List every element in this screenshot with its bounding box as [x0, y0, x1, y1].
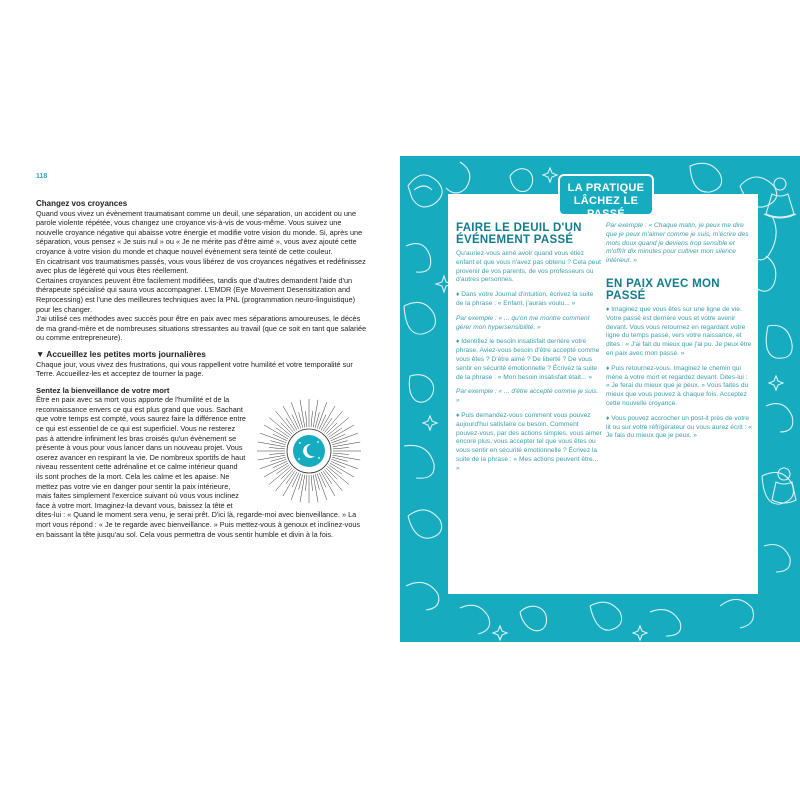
- practice-title: EN PAIX AVEC MON PASSÉ: [606, 277, 720, 302]
- practice-paragraph: ♦ Identifiez le besoin insatisfait derrière votre phrase. Aviez-vous besoin d'être accepté comme vous êtes ? D'être aimé ? De liberté ? De vous sentir en sécurité émotionnelle ? Écrivez la suite de la phrase : « Mon besoin insatisfait était... »: [456, 338, 600, 381]
- practice-paragraph: ♦ Dans votre Journal d'intuition, écrivez la suite de la phrase : « Enfant, j'aurais voulu... »: [456, 291, 594, 307]
- practice-content-box: [448, 194, 758, 594]
- practice-example: Par exemple : « ... d'être accepté comme je suis. »: [456, 388, 599, 405]
- practice-paragraph: Qu'auriez-vous aimé avoir quand vous étiez enfant et que vous n'avez pas obtenu ? Cela peut provenir de vos parents, de vos professeurs ou d'autres personnes.: [456, 250, 601, 284]
- practice-column-right: [606, 206, 752, 447]
- paragraph: Être en paix avec sa mort vous apporte de l'humilité et de la reconnaissance envers ce qui est plus grand que vous. Sachant que votre temps est compté, vous saurez faire la différence entre ce qui est essentiel de ce qui est superficiel. Vous ne resterez pas à attendre infiniment les bras croisés qu'un évènement se présente à vous pour vous lancer dans un nouveau projet. Vous oserez avancer en respirant la vie. De nombreux sportifs de haut niveau ressentent cette adrénaline et ce calme intérieur quand ils sont proches de la mort. Cela les calme et les apaise. Ne mettez pas votre vie en danger pour sentir la paix intérieure, mais faites simplement l'exercice suivant où vous vous inclinez face à votre mort. Imaginez-la devant vous, baissez la tête et dites-lui : « Quand le moment sera venu, je serai prêt. D'ici là, regarde-moi avec bienveillance. » La mort vous répond : « Je te regarde avec bienveillance. » Puis mettez-vous à genoux et inclinez-vous en baissant la tête jusqu'au sol. Cela vous permettra de vous sentir humble et divin à la fois.: [36, 395, 361, 539]
- paragraph: J'ai utilisé ces méthodes avec succès pour être en paix avec mes séparations amoureuses, le décès de ma grand-mère et de nombreuses situations stressantes au travail (que ce soit en tant que salariée ou comme entrepreneure).: [36, 314, 367, 343]
- practice-panel: [400, 156, 800, 642]
- badge-line-1: LA PRATIQUE: [567, 182, 645, 194]
- practice-example: Par exemple : « ... qu'on me montre comment gérer mon hypersensibilité. »: [456, 314, 590, 331]
- left-column: [36, 193, 368, 539]
- practice-example: Par exemple : « Chaque matin, je peux me dire que je peux m'aimer comme je suis, m'écrire des mots doux quand je deviens trop sensible et m'offrir dix minutes pour cultiver mon silence intérieur. »: [606, 222, 749, 265]
- paragraph: Certaines croyances peuvent être facilement modifiées, tandis que d'autres demandent l'aide d'un thérapeute spécialisé qui saura vous accompagner. L'EMDR (Eye Movement Desensitization and Reprocessing) est l'une des meilleures techniques avec la PNL (programmation neuro-linguistique) pour les changer.: [36, 275, 356, 314]
- paragraph: En cicatrisant vos traumatismes passés, vous vous libérez de vos croyances négatives et redéfinissez avec plus de légèreté qui vous êtes réellement.: [36, 256, 366, 276]
- page-number: 118: [36, 173, 48, 180]
- badge-line-2: LÂCHEZ LE PASSÉ: [573, 195, 639, 220]
- practice-title: FAIRE LE DEUIL D'UN ÉVÉNEMENT PASSÉ: [456, 222, 582, 246]
- practice-paragraph: ♦ Vous pouvez accrocher un post-it près de votre lit ou sur votre réfrigérateur ou vous aurez écrit : « Je fais du mieux que je peux. »: [606, 414, 752, 440]
- practice-paragraph: ♦ Puis demandez-vous comment vous pouvez aujourd'hui satisfaire ce besoin. Comment pouvez-vous, par des actions simples, vous aimer encore plus, vous accepter tel que vous êtes ou vous sentir en sécurité émotionnelle ? Écrivez la suite de la phrase : « Mes actions peuvent être... »: [456, 411, 602, 472]
- paragraph: Quand vous vivez un évènement traumatisant comme un deuil, une séparation, un accident ou une parole violente répétée, vous changez une croyance vis-à-vis de vous-même. Vous suivez une nouvelle croyance négative qui abaisse votre énergie et modifie votre vision du monde. Si, après une séparation, vous pensez « Je suis nul » ou « Je ne mérite pas d'être aimé », vous avez ajouté cette croyance à votre vision du monde et chaque nouvel évènement sera teinté de cette couleur.: [36, 208, 363, 256]
- practice-paragraph: ♦ Imaginez que vous êtes sur une ligne de vie. Votre passé est derrière vous et votre avenir devant. Vous vous retournez en regardant votre ligne du temps passé, vers votre naissance, et dites : « J'ai fait du mieux que j'ai pu. Je peux être en paix avec mon passé. »: [606, 305, 752, 357]
- paragraph: Chaque jour, vous vivez des frustrations, qui vous rappellent votre humilité et votre temporalité sur Terre. Accueillez-les et acceptez de tourner la page.: [36, 359, 353, 379]
- practice-column-left: [456, 208, 602, 480]
- sub-subsection-heading: Sentez la bienveillance de votre mort: [36, 385, 170, 395]
- section-heading: Changez vos croyances: [36, 199, 128, 208]
- practice-paragraph: ♦ Puis retournez-vous. Imaginez le chemin qui mène à votre mort et regardez devant. Dites-lui : « Je ferai du mieux que je peux. » Vous faites du mieux que vous pouvez à chaque fois. Acceptez cette nouvelle croyance.: [606, 364, 749, 407]
- sun-moon-illustration: [250, 397, 368, 505]
- practice-badge: [558, 174, 654, 220]
- subsection-heading: ▼ Accueillez les petites morts journalières: [36, 348, 206, 359]
